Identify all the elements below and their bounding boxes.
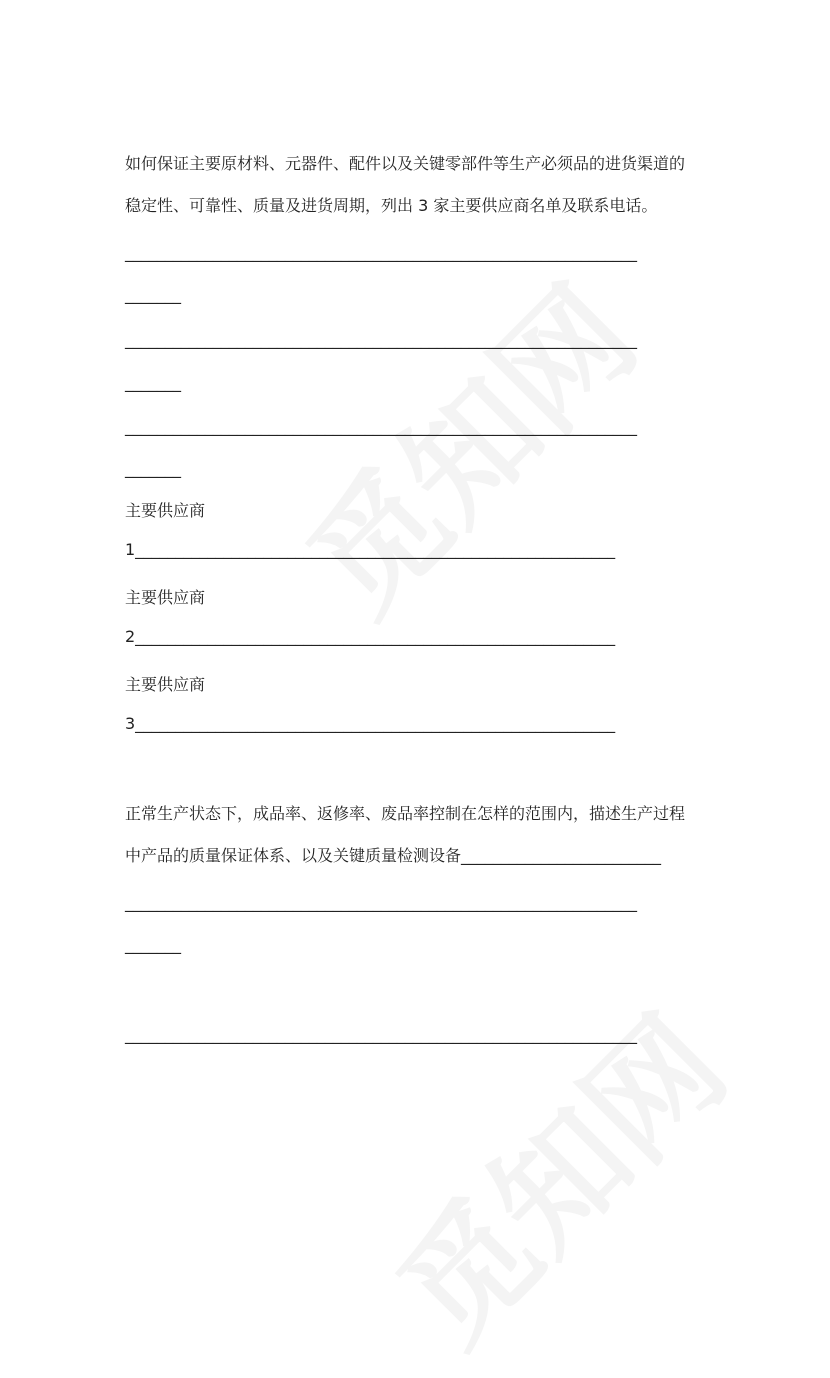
answer-blank-line: _______ xyxy=(125,935,181,954)
answer-blank-line: ________________________________________________________________ xyxy=(125,330,637,349)
supplier-label: 主要供应商 xyxy=(125,675,206,694)
question-text-line: 如何保证主要原材料、元器件、配件以及关键零部件等生产必须品的进货渠道的 xyxy=(125,154,686,173)
supplier-blank-3: 3____________________________________________________________ xyxy=(125,714,616,733)
supplier-blank-1: 1____________________________________________________________ xyxy=(125,540,616,559)
answer-blank-line: ________________________________________________________________ xyxy=(125,243,637,262)
answer-blank-line: _______ xyxy=(125,459,181,478)
question-text-line: 正常生产状态下，成品率、返修率、废品率控制在怎样的范围内，描述生产过程 xyxy=(125,804,686,823)
supplier-blank-2: 2____________________________________________________________ xyxy=(125,627,616,646)
watermark xyxy=(261,239,669,647)
question-text-line: 稳定性、可靠性、质量及进货周期，列出 3 家主要供应商名单及联系电话。 xyxy=(125,196,658,215)
answer-blank-line: ________________________________________________________________ xyxy=(125,893,637,912)
answer-blank-line: ________________________________________________________________ xyxy=(125,1025,637,1044)
supplier-label: 主要供应商 xyxy=(125,588,206,607)
answer-blank-line: ________________________________________________________________ xyxy=(125,417,637,436)
answer-blank-line: _______ xyxy=(125,373,181,392)
answer-blank-line: _______ xyxy=(125,285,181,304)
supplier-label: 主要供应商 xyxy=(125,501,206,520)
question-text-line: 中产品的质量保证体系、以及关键质量检测设备_________________________ xyxy=(125,846,662,865)
